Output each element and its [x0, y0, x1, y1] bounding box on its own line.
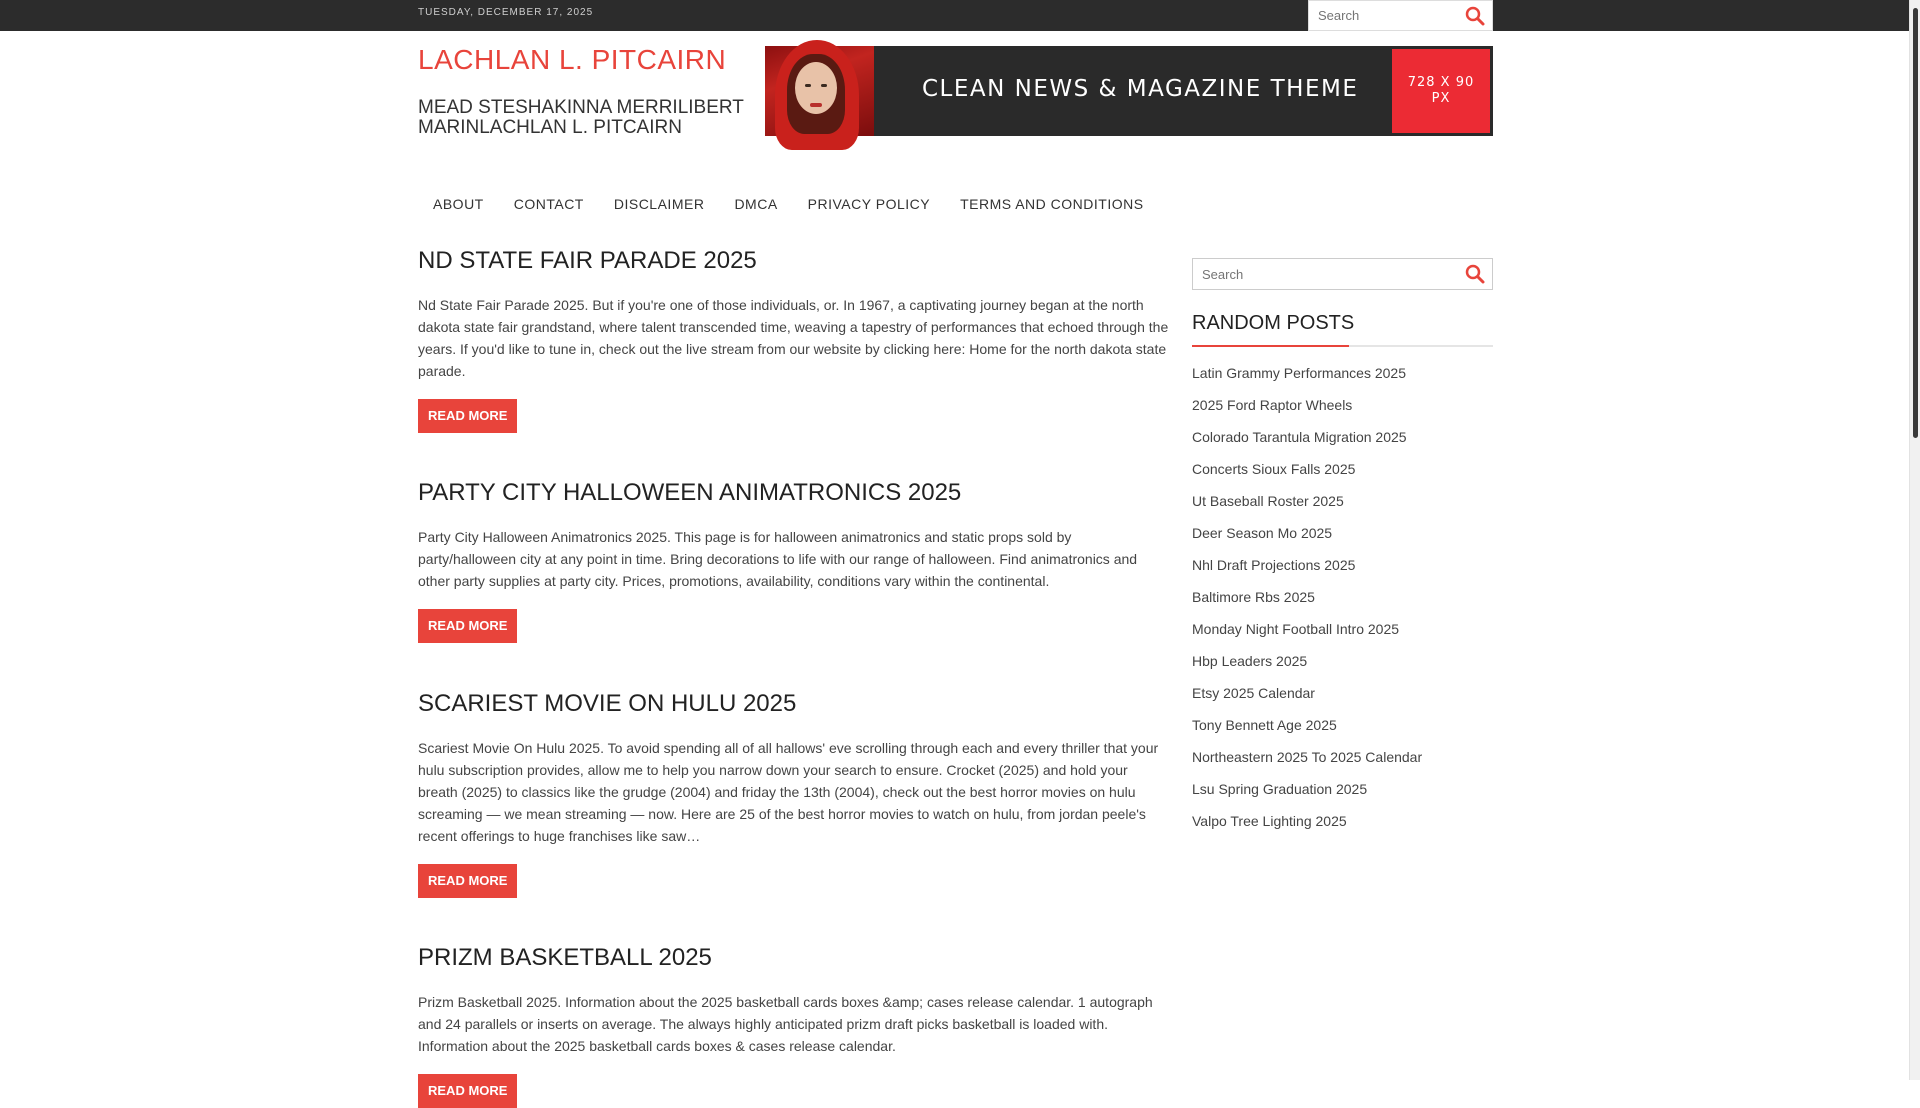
- post-title[interactable]: SCARIEST MOVIE ON HULU 2025: [418, 690, 797, 717]
- random-post-link[interactable]: Deer Season Mo 2025: [1192, 525, 1333, 541]
- banner-size-line2: PX: [1431, 91, 1451, 106]
- post-title[interactable]: ND STATE FAIR PARADE 2025: [418, 247, 757, 274]
- top-search-input[interactable]: [1309, 1, 1459, 30]
- site-title[interactable]: LACHLAN L. PITCAIRN: [418, 44, 727, 75]
- search-icon[interactable]: [1465, 264, 1485, 284]
- post-entry: [418, 247, 1170, 433]
- random-post-link[interactable]: Latin Grammy Performances 2025: [1192, 365, 1406, 381]
- banner-size-badge: [1392, 49, 1490, 133]
- page-scrollbar[interactable]: [1909, 0, 1920, 1080]
- random-post-link[interactable]: Hbp Leaders 2025: [1192, 653, 1308, 669]
- random-post-link[interactable]: Valpo Tree Lighting 2025: [1192, 813, 1347, 829]
- nav-item-dmca[interactable]: DMCA: [734, 196, 778, 212]
- banner-ad[interactable]: [765, 46, 1493, 136]
- post-excerpt: Party City Halloween Animatronics 2025. This page is for halloween animatronics and static props sold by party/halloween city at any point in time. Bring decorations to life with our range of halloween. Find animatronics and other party supplies at party city. Prices, promotions, availability, conditions vary within the continental.: [418, 529, 1138, 589]
- post-entry: [418, 944, 1170, 1108]
- banner-tagline: CLEAN NEWS & MAGAZINE THEME: [922, 76, 1359, 102]
- nav-item-contact[interactable]: CONTACT: [513, 196, 584, 212]
- nav-item-about[interactable]: ABOUT: [433, 196, 484, 212]
- read-more-button[interactable]: READ MORE: [418, 609, 517, 643]
- widget-title-text: RANDOM POSTS: [1192, 312, 1355, 334]
- read-more-button[interactable]: READ MORE: [418, 399, 517, 433]
- random-post-link[interactable]: Monday Night Football Intro 2025: [1192, 621, 1400, 637]
- scrollbar-thumb[interactable]: [1913, 8, 1918, 438]
- nav-item-disclaimer[interactable]: DISCLAIMER: [613, 196, 705, 212]
- random-post-link[interactable]: Lsu Spring Graduation 2025: [1192, 781, 1368, 797]
- read-more-button[interactable]: READ MORE: [418, 1074, 517, 1108]
- post-title[interactable]: PARTY CITY HALLOWEEN ANIMATRONICS 2025: [418, 479, 962, 506]
- sidebar-search-box[interactable]: [1192, 258, 1493, 290]
- main-nav: [418, 192, 1159, 216]
- sidebar: [1192, 258, 1493, 837]
- random-post-link[interactable]: Etsy 2025 Calendar: [1192, 685, 1315, 701]
- widget-title-underline: [1192, 345, 1349, 347]
- post-excerpt: Nd State Fair Parade 2025. But if you're one of those individuals, or. In 1967, a captivating journey began at the north dakota state fair grandstand, where talent transcended time, weaving a tapestry of performances that echoed through the years. If you'd like to tune in, check out the live stream from our website by clicking here: Home for the north dakota state parade.: [418, 297, 1169, 379]
- random-post-link[interactable]: Colorado Tarantula Migration 2025: [1192, 429, 1407, 445]
- top-bar: [0, 0, 1909, 31]
- random-post-link[interactable]: Northeastern 2025 To 2025 Calendar: [1192, 749, 1423, 765]
- random-post-link[interactable]: Concerts Sioux Falls 2025: [1192, 461, 1356, 477]
- random-post-link[interactable]: Nhl Draft Projections 2025: [1192, 557, 1356, 573]
- post-entry: [418, 690, 1170, 898]
- post-entry: [418, 479, 1170, 643]
- read-more-button[interactable]: READ MORE: [418, 864, 517, 898]
- post-title[interactable]: PRIZM BASKETBALL 2025: [418, 944, 712, 971]
- random-post-link[interactable]: Tony Bennett Age 2025: [1192, 717, 1337, 733]
- nav-item-terms-and-conditions[interactable]: TERMS AND CONDITIONS: [960, 196, 1144, 212]
- random-post-link[interactable]: Baltimore Rbs 2025: [1192, 589, 1315, 605]
- banner-size-line1: 728 X 90: [1407, 75, 1475, 90]
- nav-item-privacy-policy[interactable]: PRIVACY POLICY: [807, 196, 931, 212]
- widget-title: [1192, 312, 1493, 347]
- banner-photo: [765, 46, 874, 136]
- search-icon[interactable]: [1465, 6, 1485, 26]
- post-excerpt: Prizm Basketball 2025. Information about the 2025 basketball cards boxes &amp; cases release calendar. 1 autograph and 24 parallels or inserts on average. The always highly anticipated prizm draft picks basketball is loaded with. Information about the 2025 basketball cards boxes & cases release calendar.: [418, 994, 1153, 1054]
- current-date: TUESDAY, DECEMBER 17, 2025: [418, 7, 594, 18]
- top-search-box[interactable]: [1308, 0, 1493, 31]
- random-post-link[interactable]: Ut Baseball Roster 2025: [1192, 493, 1344, 509]
- site-description: MEAD STESHAKINNA MERRILIBERT MARINLACHLAN L. PITCAIRN: [418, 97, 744, 138]
- random-posts-list: [1192, 357, 1493, 837]
- post-excerpt: Scariest Movie On Hulu 2025. To avoid spending all of all hallows' eve scrolling through each and every thriller that your hulu subscription provides, allow me to help you narrow down your search to ensure. Crocket (2025) and hold your breath (2025) to classics like the grudge (2004) and friday the 13th (2004), check out the best horror movies on hulu screaming — we mean streaming — now. Here are 25 of the best horror movies to watch on hulu, from jordan peele's recent offerings to huge franchises like saw…: [418, 740, 1159, 844]
- sidebar-search-input[interactable]: [1193, 259, 1343, 289]
- random-post-link[interactable]: 2025 Ford Raptor Wheels: [1192, 397, 1353, 413]
